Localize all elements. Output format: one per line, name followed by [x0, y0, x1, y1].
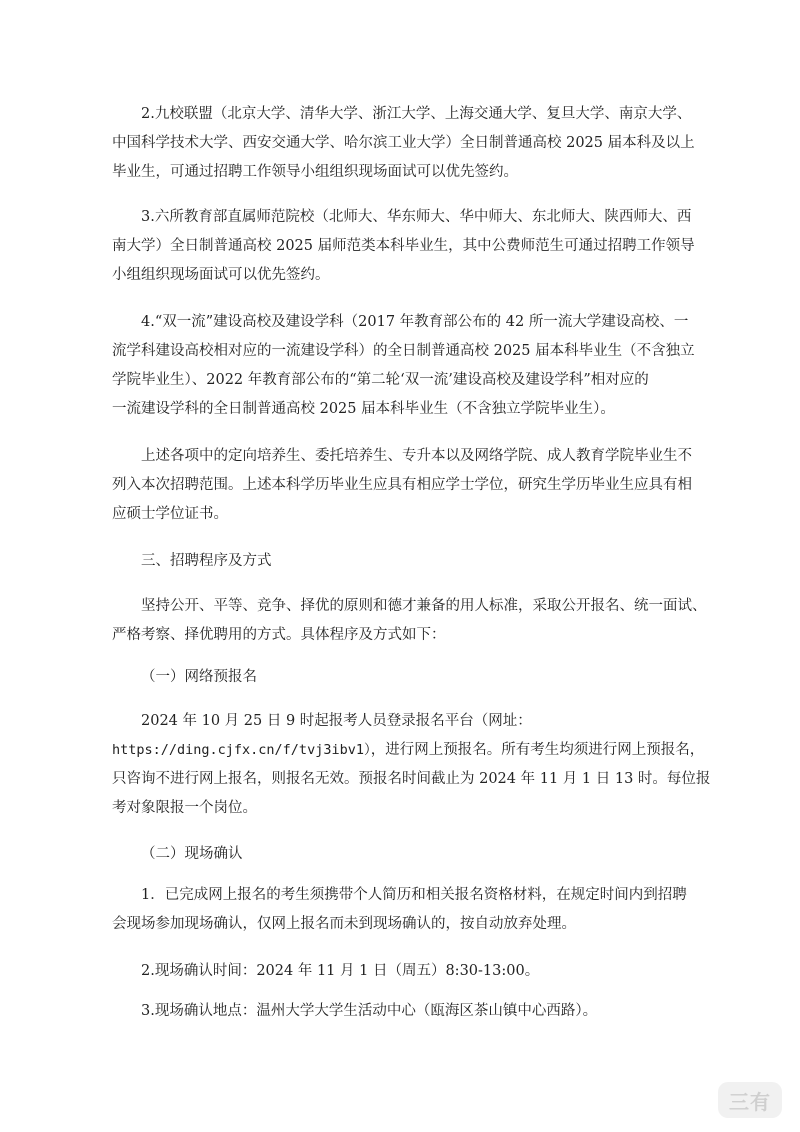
text-line: 严格考察、择优聘用的方式。具体程序及方式如下：	[112, 627, 446, 643]
registration-url: https://ding.cjfx.cn/f/tvj3ibv1）	[112, 742, 371, 758]
text-line: 2.九校联盟（北京大学、清华大学、浙江大学、上海交通大学、复旦大学、南京大学、	[141, 106, 692, 122]
subsection-heading: （二）现场确认	[141, 846, 243, 862]
paragraph-item-3	[112, 203, 695, 290]
text-line: 上述各项中的定向培养生、委托培养生、专升本以及网络学院、成人教育学院毕业生不	[141, 448, 692, 464]
section-heading: 三、招聘程序及方式	[141, 553, 272, 569]
paragraph-registration	[112, 707, 711, 823]
text-line: 小组组织现场面试可以优先签约。	[112, 267, 330, 283]
paragraph-item-2	[112, 100, 695, 187]
paragraph-section3-intro	[112, 592, 707, 650]
text-line: 4.“双一流”建设高校及建设学科（2017 年教育部公布的 42 所一流大学建设高校、一	[141, 314, 689, 330]
text-line: 学院毕业生）、2022 年教育部公布的“第二轮‘双一流’建设高校及建设学科”相对应的	[112, 372, 649, 388]
paragraph-confirm-item-1	[112, 881, 692, 939]
paragraph-item-4	[112, 308, 695, 424]
text-line: 列入本次招聘范围。上述本科学历毕业生应具有相应学士学位，研究生学历毕业生应具有相	[112, 477, 692, 493]
text-line: 2024 年 10 月 25 日 9 时起报考人员登录报名平台（网址：	[141, 713, 532, 729]
subsection-heading: （一）网络预报名	[141, 669, 257, 685]
watermark-logo: 三有	[718, 1082, 782, 1118]
text-line: 流学科建设高校相对应的一流建设学科）的全日制普通高校 2025 届本科毕业生（不含独立	[112, 343, 695, 359]
text-line: 会现场参加现场确认，仅网上报名而未到现场确认的，按自动放弃处理。	[112, 916, 576, 932]
text-line: 只咨询不进行网上报名，则报名无效。预报名时间截止为 2024 年 11 月 1 日 13 时。每位报	[112, 771, 711, 787]
text-line: 毕业生，可通过招聘工作领导小组组织现场面试可以优先签约。	[112, 164, 518, 180]
text-line: 应硕士学位证书。	[112, 506, 228, 522]
paragraph-note	[112, 442, 692, 529]
text-line: 坚持公开、平等、竞争、择优的原则和德才兼备的用人标准，采取公开报名、统一面试、	[141, 598, 707, 614]
text-line: 考对象限报一个岗位。	[112, 800, 257, 816]
text-line	[112, 736, 705, 765]
paragraph-confirm-item-2: 2.现场确认时间：2024 年 11 月 1 日（周五）8:30-13:00。	[141, 963, 540, 979]
text-line: 一流建设学科的全日制普通高校 2025 届本科毕业生（不含独立学院毕业生）。	[112, 401, 615, 417]
paragraph-confirm-item-3: 3.现场确认地点：温州大学大学生活动中心（瓯海区茶山镇中心西路）。	[141, 1003, 598, 1019]
text-line: 南大学）全日制普通高校 2025 届师范类本科毕业生，其中公费师范生可通过招聘工作领导	[112, 238, 695, 254]
text-line: 中国科学技术大学、西安交通大学、哈尔滨工业大学）全日制普通高校 2025 届本科及以上	[112, 135, 695, 151]
text-line: 3.六所教育部直属师范院校（北师大、华东师大、华中师大、东北师大、陕西师大、西	[141, 209, 692, 225]
text-segment: ，进行网上预报名。所有考生均须进行网上预报名，	[370, 742, 705, 758]
text-line: 1．已完成网上报名的考生须携带个人简历和相关报名资格材料，在规定时间内到招聘	[141, 887, 687, 903]
